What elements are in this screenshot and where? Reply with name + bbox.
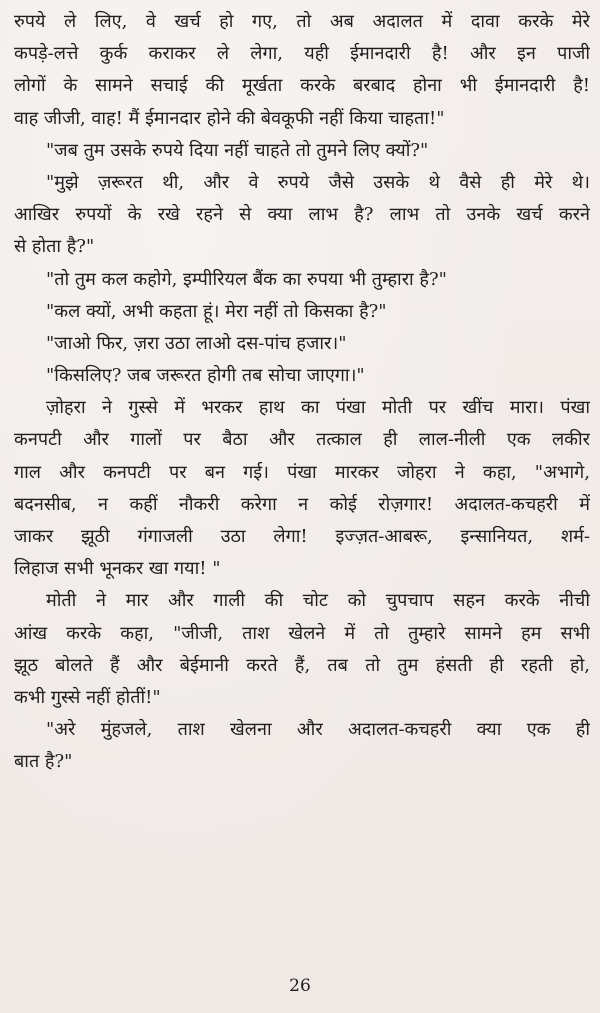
text-line: से होता है?" bbox=[14, 236, 95, 258]
text-line: लोगों के सामने सचाई की मूर्खता करके बरबाद होना भी ईमानदारी है! bbox=[14, 75, 590, 97]
page-text bbox=[14, 6, 590, 779]
text-line: लिहाज सभी भूनकर खा गया! " bbox=[14, 558, 221, 580]
text-line: आखिर रुपयों के रखे रहने से क्या लाभ है? लाभ तो उनके खर्च करने bbox=[14, 204, 590, 226]
text-line: "जाओ फिर, ज़रा उठा लाओ दस-पांच हजार।" bbox=[46, 332, 347, 354]
text-line: मोती ने मार और गाली की चोट को चुपचाप सहन करके नीची bbox=[46, 590, 590, 612]
text-line: बात है?" bbox=[14, 751, 73, 773]
text-line: गाल और कनपटी पर बन गई। पंखा मारकर जोहरा ने कहा, "अभागे, bbox=[14, 461, 590, 483]
text-line: "अरे मुंहजले, ताश खेलना और अदालत-कचहरी क्या एक ही bbox=[46, 719, 590, 741]
text-line: रुपये ले लिए, वे खर्च हो गए, तो अब अदालत में दावा करके मेरे bbox=[14, 11, 590, 32]
text-line: जाकर झूठी गंगाजली उठा लेगा! इज्ज़त-आबरू, इन्सानियत, शर्म- bbox=[14, 526, 590, 547]
text-line: कपड़े-लत्ते कुर्क कराकर ले लेगा, यही ईमानदारी है! और इन पाजी bbox=[14, 43, 590, 65]
page-number: 26 bbox=[289, 976, 311, 996]
text-line: "किसलिए? जब जरूरत होगी तब सोचा जाएगा।" bbox=[46, 365, 365, 387]
text-line: "जब तुम उसके रुपये दिया नहीं चाहते तो तुमने लिए क्यों?" bbox=[46, 139, 429, 161]
text-line: वाह जीजी, वाह! मैं ईमानदार होने की बेवकूफी नहीं किया चाहता!" bbox=[14, 107, 445, 129]
text-line: झूठ बोलते हैं और बेईमानी करते हैं, तब तो तुम हंसती ही रहती हो, bbox=[14, 654, 590, 676]
text-line: कनपटी और गालों पर बैठा और तत्काल ही लाल-नीली एक लकीर bbox=[14, 429, 590, 451]
text-line: बदनसीब, न कहीं नौकरी करेगा न कोई रोज़गार! अदालत-कचहरी में bbox=[14, 493, 590, 515]
text-line: "मुझे ज़रूरत थी, और वे रुपये जैसे उसके थे वैसे ही मेरे थे। bbox=[46, 171, 590, 193]
text-line: आंख करके कहा, "जीजी, ताश खेलने में तो तुम्हारे सामने हम सभी bbox=[14, 622, 590, 644]
text-line: "तो तुम कल कहोगे, इम्पीरियल बैंक का रुपया भी तुम्हारा है?" bbox=[46, 268, 447, 290]
text-line: कभी गुस्से नहीं होतीं!" bbox=[14, 686, 161, 708]
text-line: ज़ोहरा ने गुस्से में भरकर हाथ का पंखा मोती पर खींच मारा। पंखा bbox=[46, 397, 590, 419]
text-line: "कल क्यों, अभी कहता हूं। मेरा नहीं तो किसका है?" bbox=[46, 300, 387, 322]
